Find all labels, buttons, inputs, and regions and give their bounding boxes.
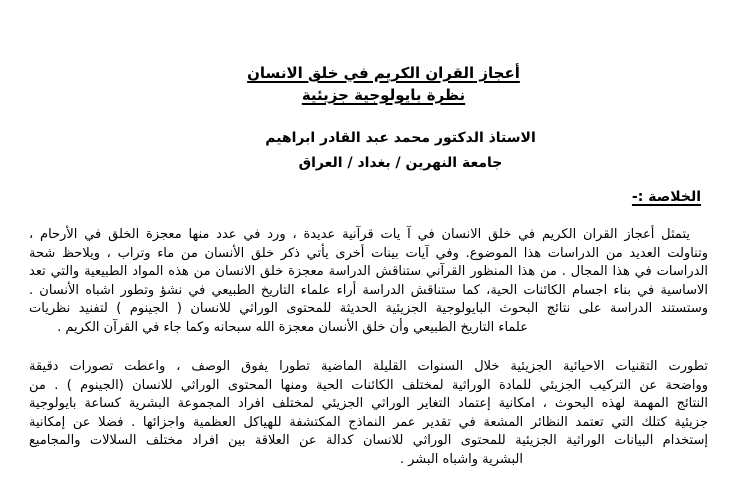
paragraph-line: تطورت التقنيات الاحيائية الجزيئية خلال السنوات القليلة الماضية تطورا يفوق الوصف ، واعطت تصورات دقيقة xyxy=(29,359,708,374)
paragraph-line: البشرية واشباه البشر . xyxy=(399,451,523,467)
abstract-heading: الخلاصة :- xyxy=(631,189,701,205)
author-affiliation: جامعة النهرين / بغداد / العراق xyxy=(298,155,503,171)
paragraph-line: جزيئية كتلك التي تعتمد النظائر المشعة في تقدير عمر النماذج المكتشفة للهياكل العظمية واجزائها . فضلا عن إمكانية xyxy=(29,414,708,430)
abstract-paragraph-1 xyxy=(29,226,708,337)
paragraph-line: يتمثل أعجاز القران الكريم في خلق الانسان في آ يات قرآنية عديدة ، ورد في عدد منها معجزة الخلق في الأرحام ، xyxy=(29,227,690,242)
paragraph-line: إستخدام البيانات الوراثية الجزيئية للمحتوى الوراثي للانسان كدالة عن العلاقة بين افراد مختلف السلالات والمجاميع xyxy=(29,433,708,448)
author-name: الاستاذ الدكتور محمد عبد القادر ابراهيم xyxy=(265,130,536,146)
paper-title-line-2: نظرة بايولوجية جزيئية xyxy=(301,86,466,104)
paper-title-block xyxy=(15,62,737,106)
paragraph-line: علماء التاريخ الطبيعي وأن خلق الأنسان معجزة الله سبحانه وكما جاء في القرآن الكريم . xyxy=(57,319,528,335)
paragraph-line: الدراسات في هذا المجال . من هذا المنظور القرآني ستناقش الدراسة معجزة خلق الانسان من هذه المواد الطبيعية والتي تعد xyxy=(29,264,708,279)
paragraph-line: وواضحة عن التركيب الجزيئي للمادة الوراثية لمختلف الكائنات الحية ومنها المحتوى الوراثي للانسان (الجينوم ) . من xyxy=(29,377,708,393)
paper-title-line-1: أعجاز القران الكريم في خلق الانسان xyxy=(247,64,520,82)
paragraph-line: وستستند الدراسة على نتائج البحوث البايولوجية الجزيئية الحديثة للمحتوى الوراثي للانسان ( الجينوم ) لتفنيد نظريات xyxy=(29,301,708,316)
paragraph-line: النتائج المهمة لهذه البحوث ، امكانية إعتماد التغاير الوراثي الجزيئي لمختلف افراد المجموعة البشرية كساعة بايولوجية xyxy=(29,396,708,411)
paragraph-line: وتناولت العديد من الدراسات هذا الموضوع. وفي آيات بينات أخرى يأتي ذكر خلق الأنسان من ماء وتراب ، ويلاحظ شحة xyxy=(29,245,708,261)
paragraph-line: الاساسية في بناء اجسام الكائنات الحية، كما ستناقش الدراسة أراء علماء التاريخ الطبيعي في نشؤ وتطور اشباه الأنسان . xyxy=(29,282,708,298)
abstract-paragraph-2 xyxy=(29,358,708,469)
author-block xyxy=(32,126,737,176)
